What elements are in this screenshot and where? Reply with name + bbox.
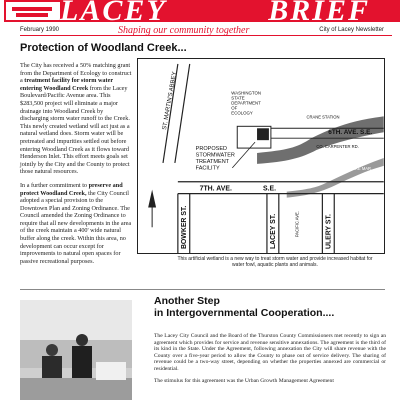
article-heading-intergovernmental: Another Step in Intergovernmental Cooperation.... bbox=[154, 295, 335, 319]
article-heading-woodland-creek: Protection of Woodland Creek... bbox=[20, 42, 187, 54]
masthead-subbar bbox=[0, 26, 400, 38]
motto: Shaping our community together bbox=[118, 25, 250, 36]
map-label-6th-ave: 6TH. AVE. S.E. bbox=[328, 129, 373, 137]
issue-date: February 1990 bbox=[20, 27, 60, 33]
article-paragraph: The Lacey City Council and the Board of the Thurston County Commissioners met recently to sign an agreement which provides for service and revenue sensitive annexations. The agreement is the third of its kind in the State. Under the Agreement, following annexation the City will share revenue with the County over a five-year period to allow the County to phase out of service delivery. The sharing of revenue could be a two-way street, depending on whether the properties annexed are commercial or residential. bbox=[154, 333, 386, 372]
site-map bbox=[137, 58, 385, 254]
map-label-lacey-st: LACEY ST. bbox=[269, 213, 277, 250]
map-label-7th-ave: 7TH. AVE. bbox=[199, 185, 232, 193]
article-body-intergovernmental bbox=[154, 333, 386, 389]
article-paragraph: The stimulus for this agreement was the Urban Growth Management Agreement bbox=[154, 377, 334, 384]
map-label-bowker: BOWKER ST. bbox=[180, 205, 188, 250]
map-label-pacific: PACIFIC AVE. bbox=[294, 211, 300, 238]
map-label-ulery: ULERY ST. bbox=[325, 214, 333, 250]
officials-photo bbox=[20, 300, 132, 400]
map-label-proposed-facility: PROPOSED STORMWATER TREATMENT FACILITY bbox=[195, 146, 235, 172]
map-label-lake-mar: LAKE MAR... bbox=[350, 165, 375, 171]
masthead-title-right: BRIEF bbox=[268, 0, 370, 27]
map-label-carpenter: CO. CARPENTER RD. bbox=[316, 144, 359, 150]
map-caption: This artificial wetland is a new way to treat storm water and provide increased habitat for water fowl, aquatic plants and animals. bbox=[177, 256, 373, 269]
city-logo bbox=[4, 0, 62, 22]
map-label-ecology: WASHINGTON STATE DEPARTMENT OF ECOLOGY bbox=[231, 90, 261, 116]
article-paragraph: In a further commitment to preserve and protect Woodland Creek, the City Council adopted a special provision to the Downtown Plan and Zoning Ordinance. The Council amended the Zoning Ordinance to require that all new developments in the area of the creek maintain a 400' wide natural buffer along the creek. Within this area, no development can occur except for improvements to natural open spaces for passive recreational purposes. bbox=[20, 181, 132, 265]
article-paragraph: The City has received a 50% matching grant from the Department of Ecology to construct a treatment facility for storm water entering Woodland Creek from the Lacey Boulevard/Pacific Avenue area. This $283,500 project will eliminate a major drainage into Woodland Creek by discharging storm water runoff to the Creek. This newly created wetland will act just as a natural wetland does. Storm water will be pretreated and impurities settled out before entering Woodland Creek as it flows toward Henderson Inlet. This effort meets goals set jointly by the City and the County to protect those natural resources. bbox=[20, 62, 132, 176]
map-label-woodland-creek: WOODLAND CREEK bbox=[306, 154, 346, 172]
map-label-crane-station: CRANE STATION bbox=[306, 114, 340, 120]
masthead bbox=[0, 0, 400, 28]
article-body-woodland-creek bbox=[20, 62, 132, 271]
woodland-creek-shape bbox=[257, 116, 384, 164]
masthead-title-left: LACEY bbox=[60, 0, 167, 27]
map-label-st-martins: ST. MARTIN'S ABBEY bbox=[161, 71, 179, 131]
north-arrow-icon bbox=[148, 190, 156, 208]
section-divider bbox=[20, 289, 385, 290]
publisher-label: City of Lacey Newsletter bbox=[319, 27, 384, 33]
map-label-se: S.E. bbox=[262, 185, 277, 193]
treatment-facility-marker bbox=[257, 128, 269, 140]
